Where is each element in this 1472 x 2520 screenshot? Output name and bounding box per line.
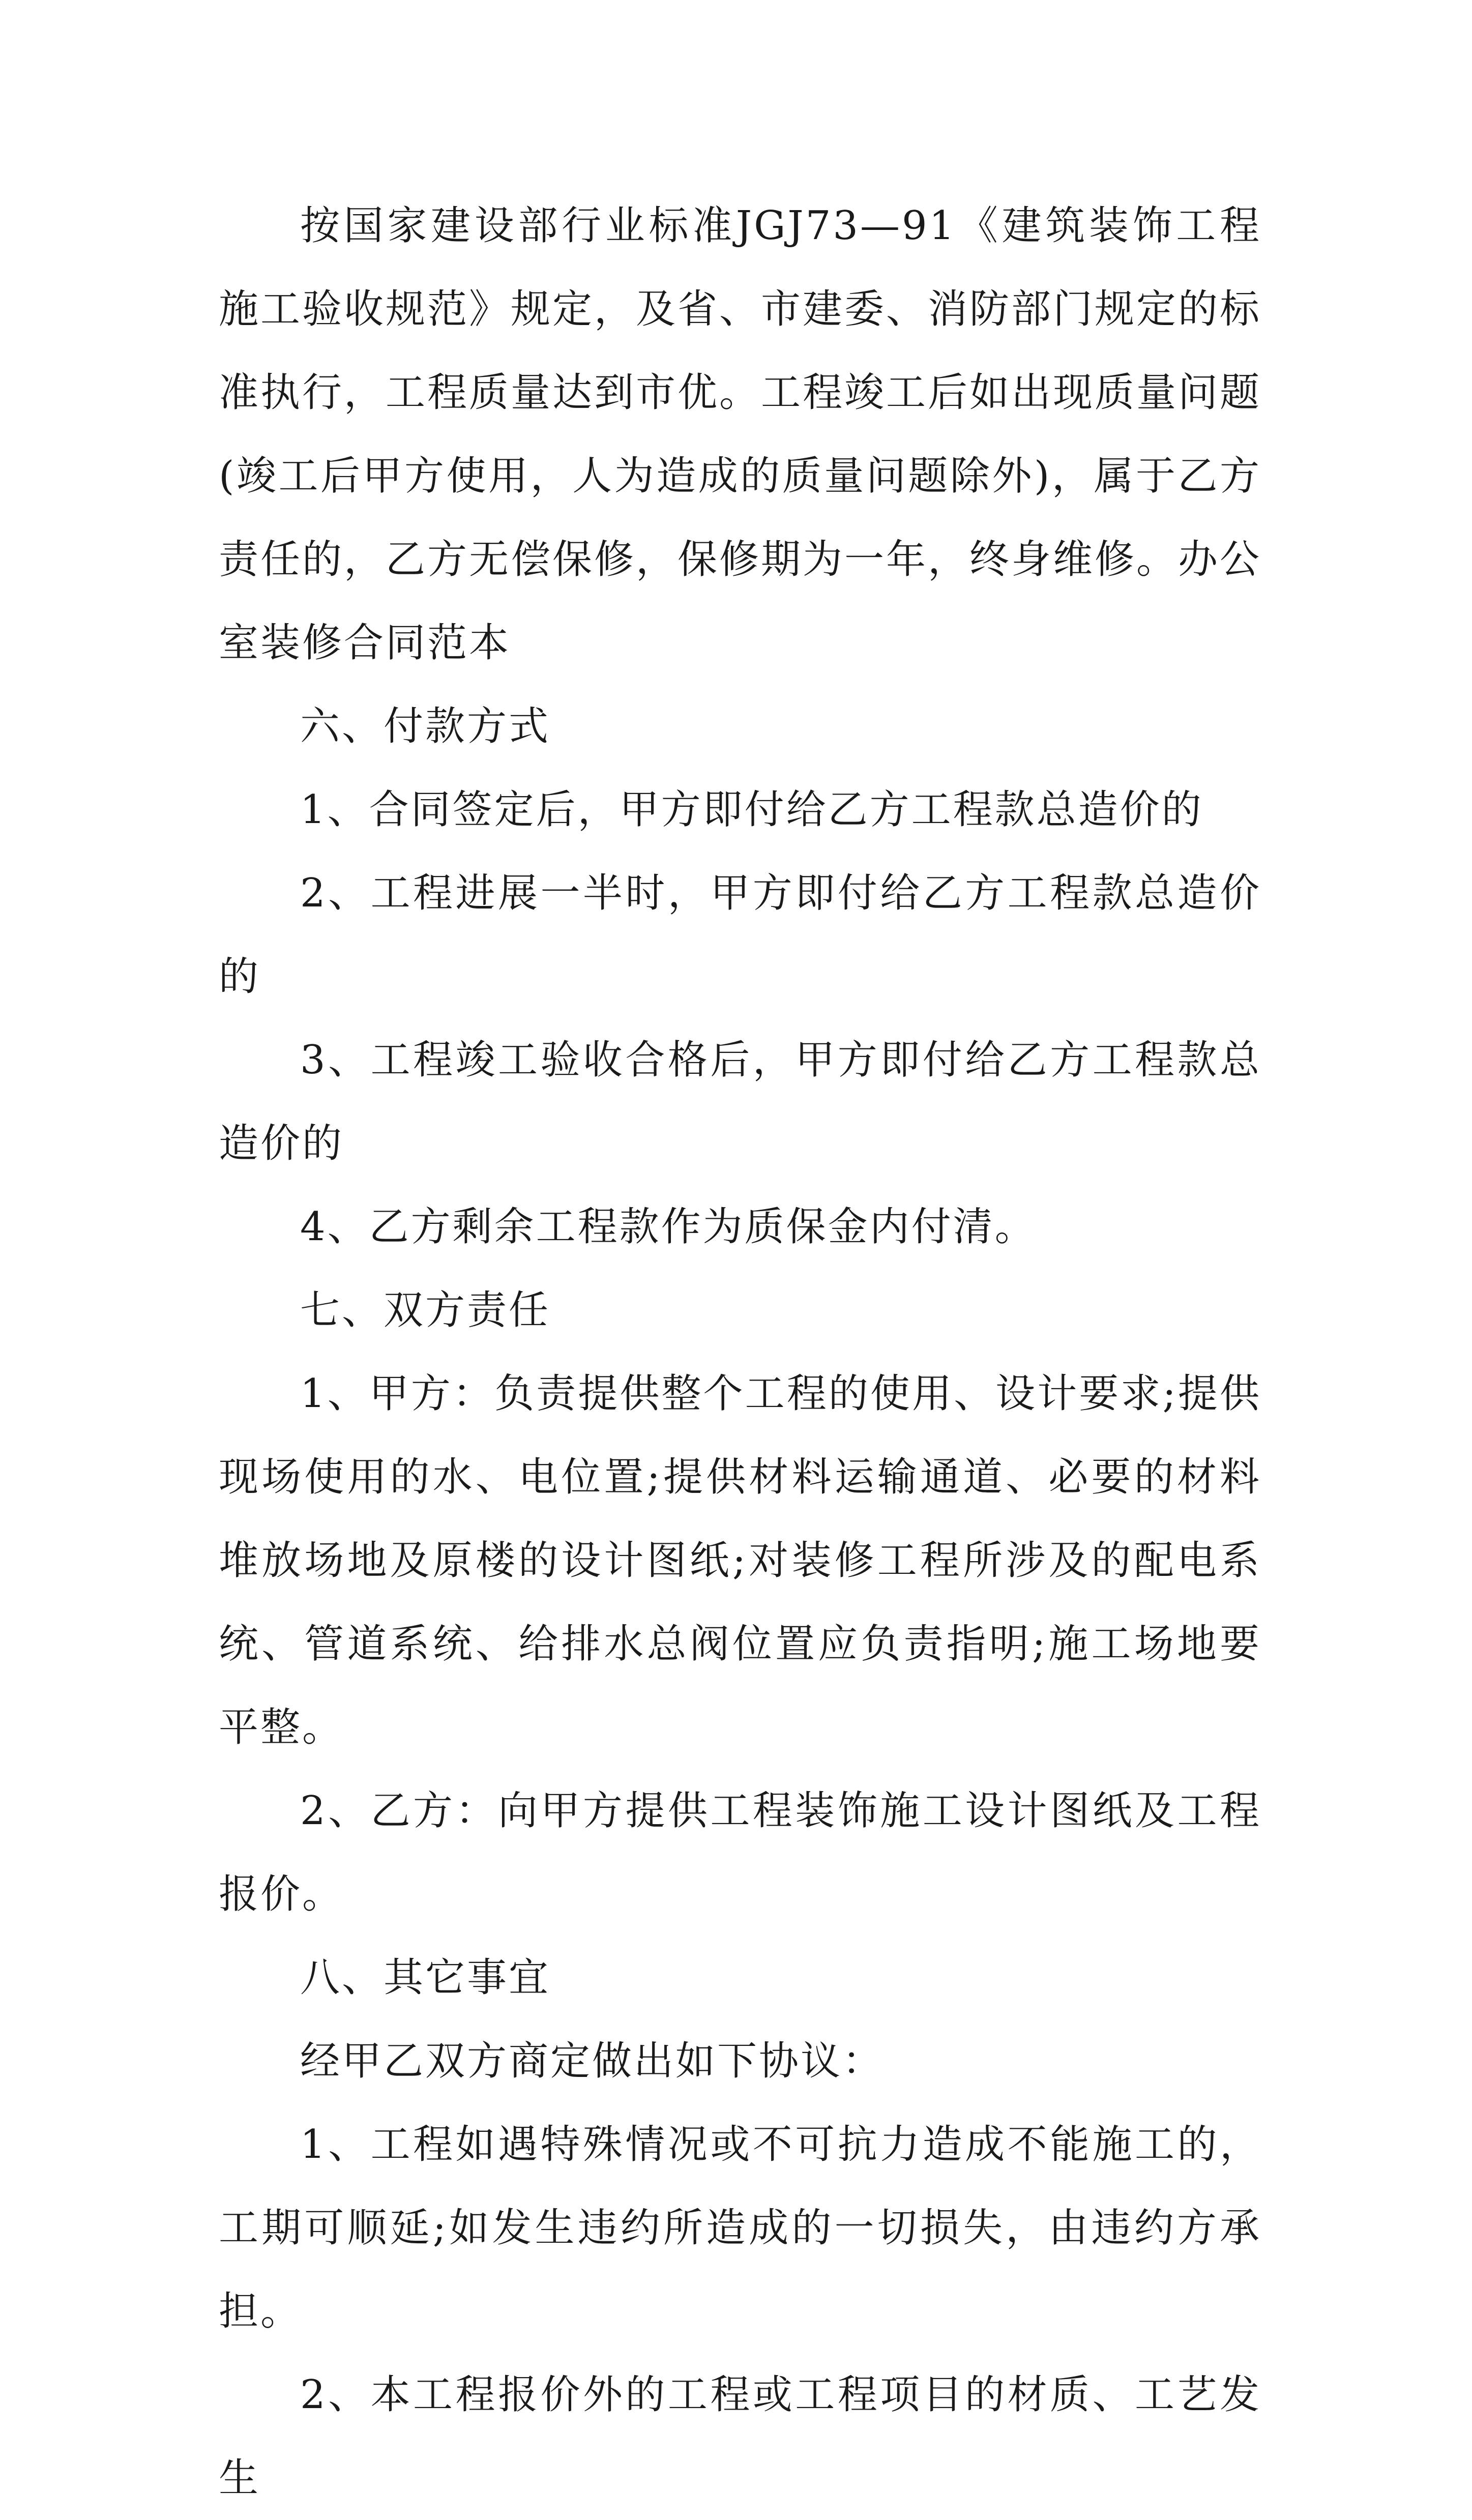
document-body (219, 184, 1261, 2520)
responsibility-party-b: 2、乙方：向甲方提供工程装饰施工设计图纸及工程报价。 (219, 1788, 1261, 1917)
payment-item-4: 4、乙方剩余工程款作为质保金内付清。 (300, 1204, 1037, 1250)
agreement-item-2: 2、本工程报价外的工程或工程项目的材质、工艺发生 (219, 2372, 1261, 2501)
agreement-intro: 经甲乙双方商定做出如下协议： (300, 2038, 885, 2084)
heading-other-matters: 八、其它事宜 (300, 1955, 551, 2001)
payment-item-3: 3、工程竣工验收合格后，甲方即付给乙方工程款总造价的 (219, 1037, 1261, 1166)
heading-payment-method: 六、付款方式 (300, 704, 551, 749)
payment-item-2: 2、工程进展一半时，甲方即付给乙方工程款总造价的 (219, 870, 1261, 1000)
agreement-item-1: 1、工程如遇特殊情况或不可抗力造成不能施工的，工期可顺延;如发生违约所造成的一切损失，由违约方承担。 (219, 2122, 1261, 2334)
payment-item-1: 1、合同签定后，甲方即付给乙方工程款总造价的 (300, 787, 1203, 833)
responsibility-party-a: 1、甲方：负责提供整个工程的使用、设计要求;提供现场使用的水、电位置;提供材料运输通道、必要的材料堆放场地及原楼的设计图纸;对装修工程所涉及的配电系统、管道系统、给排水总阀位置应负责指明;施工场地要平整。 (219, 1371, 1261, 1750)
paragraph-acceptance-standard: 按国家建设部行业标准JGJ73—91《建筑装饰工程施工验收规范》规定，及省、市建委、消防部门规定的标准执行，工程质量达到市优。工程竣工后如出现质量问题(竣工后甲方使用，人为造成的质量问题除外)，属于乙方责任的，乙方无偿保修，保修期为一年，终身维修。办公室装修合同范本 (219, 203, 1262, 666)
heading-responsibilities: 七、双方责任 (300, 1287, 551, 1333)
